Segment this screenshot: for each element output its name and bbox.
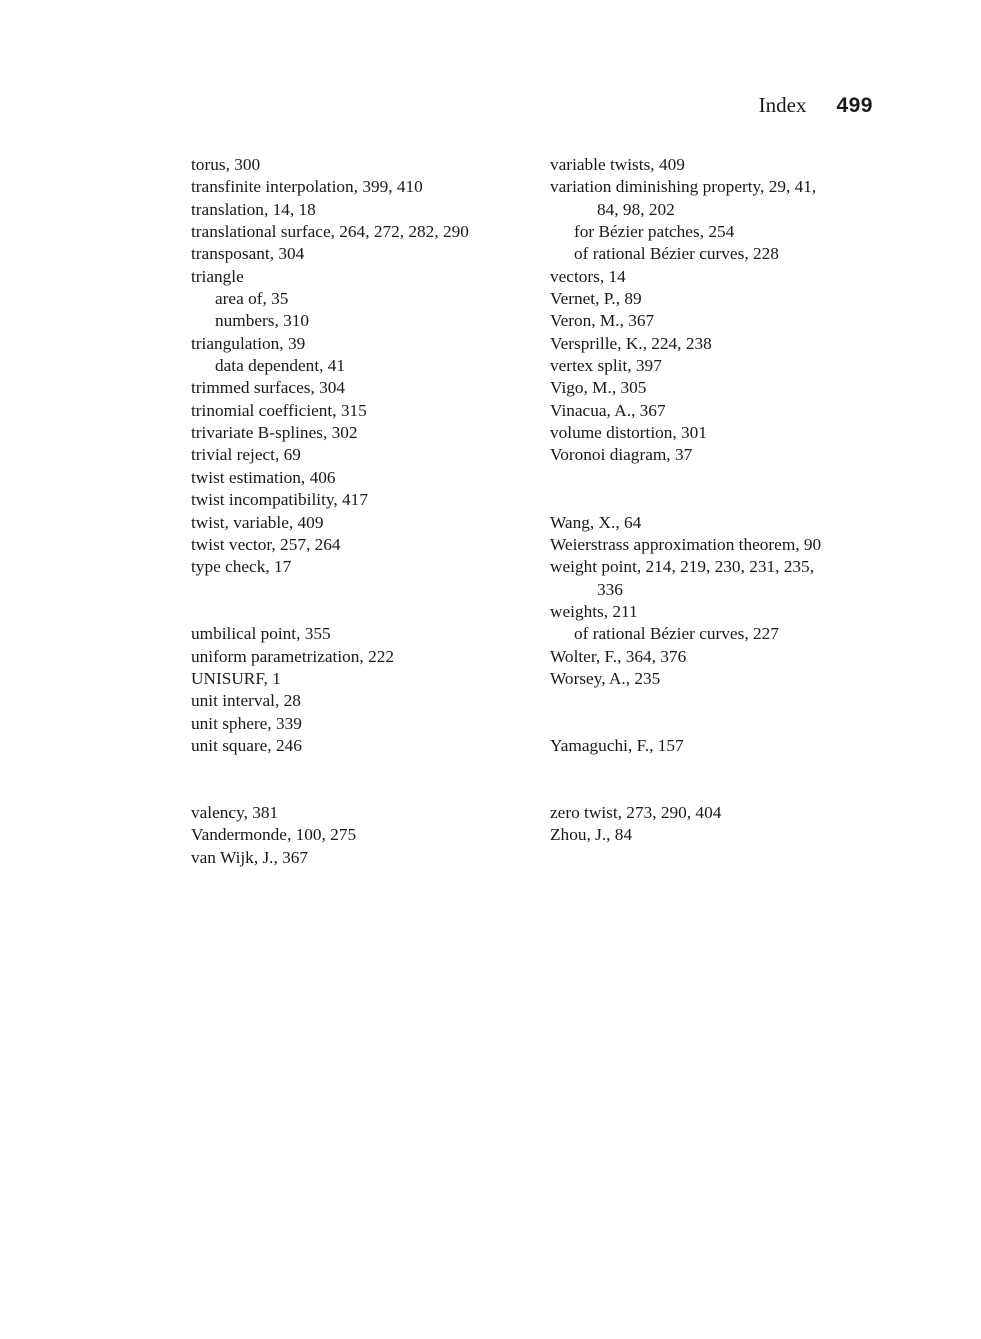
index-entry: transposant, 304 — [191, 244, 305, 264]
index-entry: twist vector, 257, 264 — [191, 534, 341, 554]
section-gap — [191, 579, 551, 624]
running-head — [759, 93, 873, 118]
index-entry: Weierstrass approximation theorem, 90 — [550, 534, 822, 554]
index-entry: zero twist, 273, 290, 404 — [550, 802, 722, 822]
index-entry-continuation: 84, 98, 202 — [597, 199, 675, 219]
index-entry: type check, 17 — [191, 557, 292, 577]
running-head-title: Index — [758, 93, 807, 117]
index-entry: Vernet, P., 89 — [550, 289, 642, 309]
index-subentry: of rational Bézier curves, 227 — [574, 624, 779, 644]
index-entry: Veron, M., 367 — [550, 311, 655, 331]
index-subentry: of rational Bézier curves, 228 — [574, 244, 779, 264]
index-entry: valency, 381 — [191, 802, 279, 822]
index-entry-continuation: 336 — [597, 579, 623, 599]
index-entry: Zhou, J., 84 — [550, 825, 633, 845]
index-entry: twist estimation, 406 — [191, 467, 336, 487]
index-entry: translation, 14, 18 — [191, 199, 316, 219]
index-subentry: data dependent, 41 — [215, 356, 346, 376]
index-entry: variation diminishing property, 29, 41, — [550, 177, 817, 197]
section-gap — [550, 690, 910, 735]
index-entry: Wolter, F., 364, 376 — [550, 646, 687, 666]
index-entry: uniform parametrization, 222 — [191, 646, 394, 666]
page-number: 499 — [836, 94, 873, 117]
index-entry: unit sphere, 339 — [191, 713, 302, 733]
index-entry: vectors, 14 — [550, 266, 626, 286]
index-subentry: numbers, 310 — [215, 311, 310, 331]
index-entry: Vandermonde, 100, 275 — [191, 825, 357, 845]
index-entry: umbilical point, 355 — [191, 624, 331, 644]
index-entry: Voronoi diagram, 37 — [550, 445, 693, 465]
index-column-left — [191, 154, 551, 869]
index-column-right — [550, 154, 910, 847]
index-entry: trimmed surfaces, 304 — [191, 378, 346, 398]
index-subentry: for Bézier patches, 254 — [574, 222, 735, 242]
index-entry: trinomial coefficient, 315 — [191, 400, 367, 420]
index-entry: unit interval, 28 — [191, 691, 301, 711]
index-entry: trivial reject, 69 — [191, 445, 301, 465]
index-entry: torus, 300 — [191, 155, 261, 174]
index-entry: transfinite interpolation, 399, 410 — [191, 177, 423, 197]
index-entry: twist incompatibility, 417 — [191, 490, 368, 510]
index-entry: weights, 211 — [550, 601, 638, 621]
section-gap — [191, 757, 551, 802]
index-entry: triangulation, 39 — [191, 333, 306, 353]
index-entry: variable twists, 409 — [550, 155, 685, 174]
section-gap — [550, 467, 910, 512]
index-entry: Versprille, K., 224, 238 — [550, 333, 712, 353]
index-entry: Vigo, M., 305 — [550, 378, 647, 398]
section-gap — [550, 757, 910, 802]
index-subentry: area of, 35 — [215, 289, 289, 309]
index-entry: triangle — [191, 266, 244, 286]
index-entry: Worsey, A., 235 — [550, 668, 661, 688]
index-entry: UNISURF, 1 — [191, 668, 281, 688]
index-entry: Wang, X., 64 — [550, 512, 642, 532]
index-entry: translational surface, 264, 272, 282, 290 — [191, 222, 469, 242]
index-entry: vertex split, 397 — [550, 356, 662, 376]
index-entry: twist, variable, 409 — [191, 512, 324, 532]
index-entry: volume distortion, 301 — [550, 423, 707, 443]
index-entry: Yamaguchi, F., 157 — [550, 735, 684, 755]
index-entry: weight point, 214, 219, 230, 231, 235, — [550, 557, 815, 577]
index-entry: unit square, 246 — [191, 735, 302, 755]
index-entry: Vinacua, A., 367 — [550, 400, 666, 420]
index-entry: van Wijk, J., 367 — [191, 847, 309, 867]
index-entry: trivariate B-splines, 302 — [191, 423, 358, 443]
